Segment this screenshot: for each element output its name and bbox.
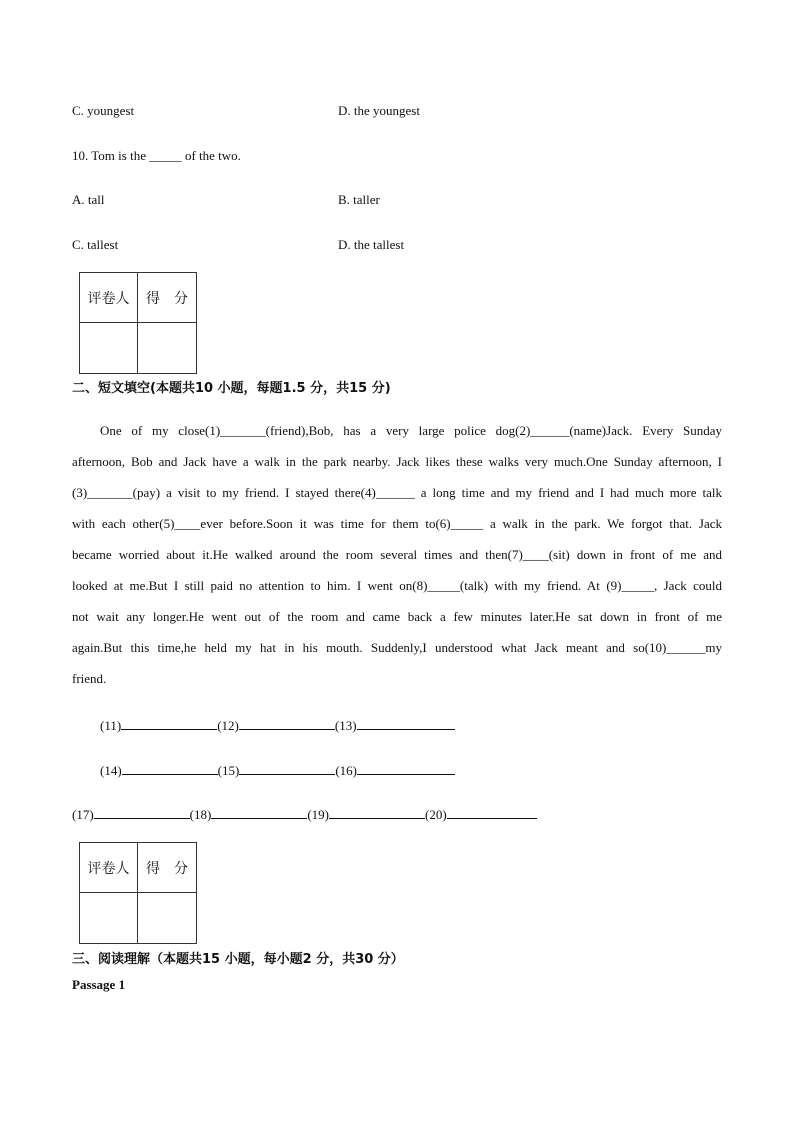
grader-cell[interactable] <box>80 323 138 374</box>
cloze-passage <box>72 415 722 694</box>
passage-line: One of my close(1)_______(friend),Bob, has a very large police dog(2)______(name)Jack. Every Sunday <box>100 423 722 438</box>
blank-label-16: (16) <box>335 763 358 778</box>
answer-row-3 <box>72 806 537 823</box>
passage-line: with each other(5)____ever before.Soon it was time for them to(6)_____ a walk in the park. We forgot that. Jack <box>72 516 722 531</box>
answer-blank-16[interactable] <box>357 762 455 775</box>
grader-cell[interactable] <box>80 893 138 944</box>
answer-blank-17[interactable] <box>94 806 190 819</box>
q10-option-d: D. the tallest <box>338 237 405 252</box>
passage-line: looked at me.But I still paid no attention to him. I went on(8)_____(talk) with my friend. At (9)_____, Jack could <box>72 578 722 593</box>
blank-label-12: (12) <box>217 718 239 733</box>
answer-blank-11[interactable] <box>121 717 217 730</box>
q10-option-a: A. tall <box>72 192 105 207</box>
answer-blank-18[interactable] <box>211 806 307 819</box>
blank-label-17: (17) <box>72 807 94 822</box>
grader-label: 评卷人 <box>80 273 138 323</box>
score-table <box>79 272 197 374</box>
blank-label-13: (13) <box>334 718 357 733</box>
passage-line: friend. <box>72 671 107 686</box>
passage-line: not wait any longer.He went out of the room and came back a few minutes later.He sat down in front of me <box>72 609 722 624</box>
answer-blank-15[interactable] <box>239 762 335 775</box>
q10-stem: 10. Tom is the _____ of the two. <box>72 148 241 163</box>
answer-row-2 <box>100 762 455 779</box>
section2-heading: 二、短文填空(本题共10 小题，每题1.5 分，共15 分) <box>72 381 391 396</box>
blank-label-18: (18) <box>189 807 212 822</box>
grader-label: 评卷人 <box>80 843 138 893</box>
score-cell[interactable] <box>138 893 197 944</box>
score-table <box>79 842 197 944</box>
blank-label-15: (15) <box>217 763 240 778</box>
answer-blank-12[interactable] <box>239 717 335 730</box>
blank-label-11: (11) <box>100 718 122 733</box>
passage-line: again.But this time,he held my hat in his mouth. Suddenly,I understood what Jack meant and so(10)______my <box>72 640 722 655</box>
answer-blank-19[interactable] <box>329 806 425 819</box>
passage-line: afternoon, Bob and Jack have a walk in the park nearby. Jack likes these walks very much.One Sunday afternoon, I <box>72 454 722 469</box>
answer-blank-13[interactable] <box>357 717 455 730</box>
blank-label-19: (19) <box>307 807 330 822</box>
q10-option-c: C. tallest <box>72 237 119 252</box>
section3-heading: 三、阅读理解（本题共15 小题，每小题2 分，共30 分） <box>72 952 404 967</box>
answer-blank-14[interactable] <box>122 762 218 775</box>
score-cell[interactable] <box>138 323 197 374</box>
q10-option-b: B. taller <box>338 192 380 207</box>
answer-blank-20[interactable] <box>447 806 537 819</box>
blank-label-20: (20) <box>425 807 447 822</box>
blank-label-14: (14) <box>100 763 122 778</box>
score-label: 得 分 <box>138 273 197 323</box>
passage-title: Passage 1 <box>72 977 126 992</box>
q9-option-d: D. the youngest <box>338 103 420 118</box>
passage-line: (3)_______(pay) a visit to my friend. I stayed there(4)______ a long time and my friend and I had much more talk <box>72 485 722 500</box>
q9-option-c: C. youngest <box>72 103 135 118</box>
answer-row-1 <box>100 717 455 734</box>
passage-line: became worried about it.He walked around the room several times and then(7)____(sit) down in front of me and <box>72 547 722 562</box>
score-label: 得 分 <box>138 843 197 893</box>
